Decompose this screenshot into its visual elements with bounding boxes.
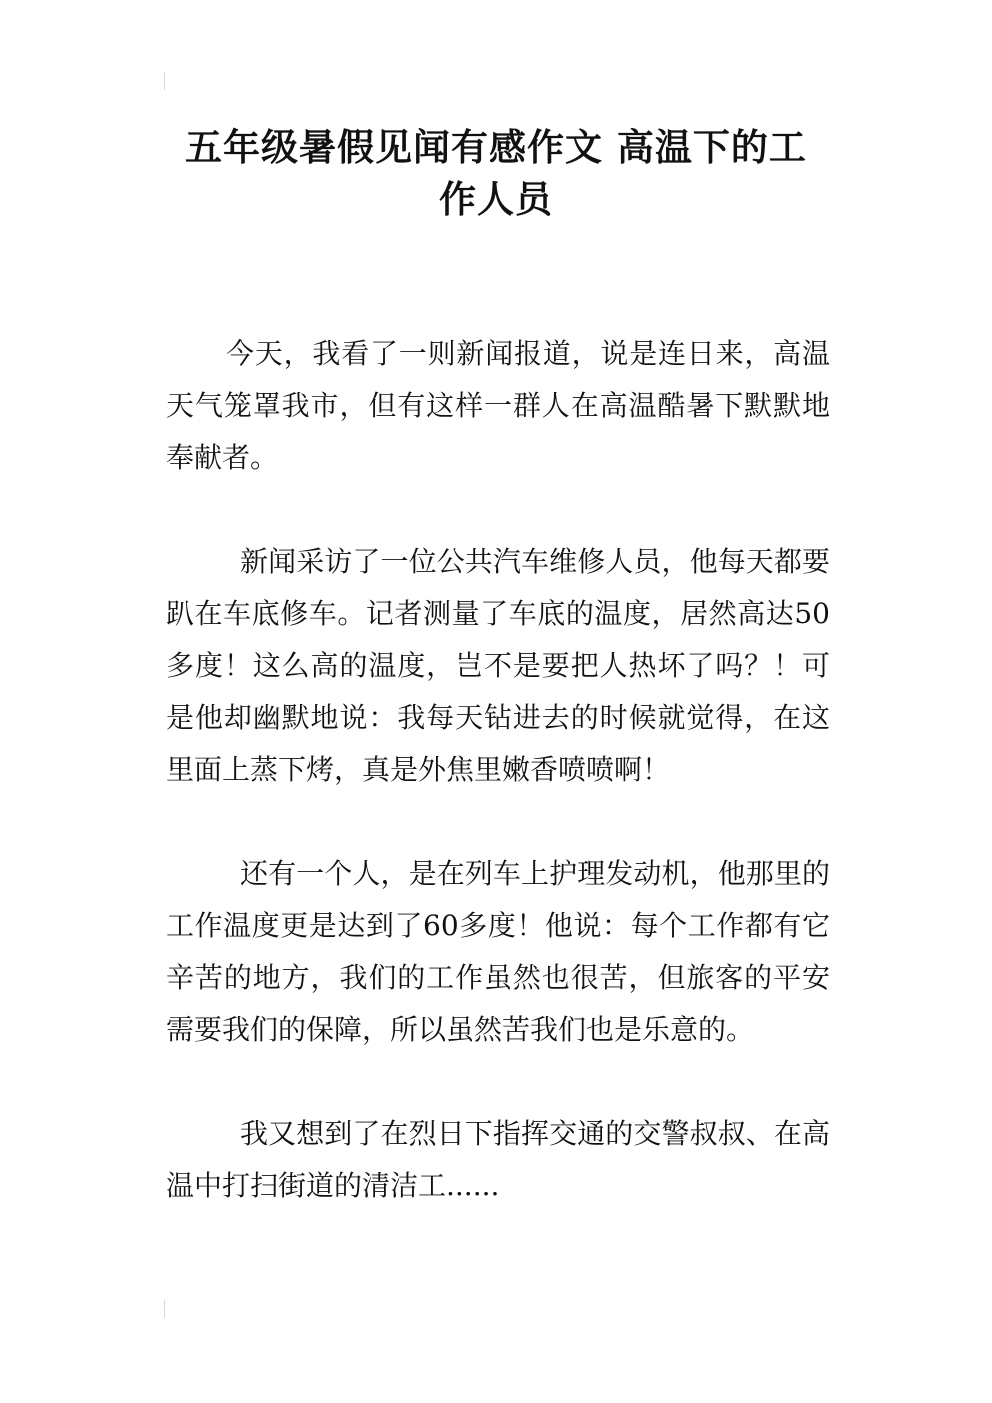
document-title (150, 122, 842, 226)
title-line-2: 作人员 (439, 178, 553, 221)
paragraph-2: 新闻采访了一位公共汽车维修人员，他每天都要趴在车底修车。记者测量了车底的温度，居然高达50多度！这么高的温度，岂不是要把人热坏了吗？！可是他却幽默地说：我每天钻进去的时候就觉得，在这里面上蒸下烤，真是外焦里嫩香喷喷啊！ (166, 545, 830, 786)
page-corner-mark-bottom (164, 1300, 165, 1318)
document-body (166, 328, 830, 1264)
paragraph-1: 今天，我看了一则新闻报道，说是连日来，高温天气笼罩我市，但有这样一群人在高温酷暑下默默地奉献者。 (166, 337, 830, 474)
paragraph-4: 我又想到了在烈日下指挥交通的交警叔叔、在高温中打扫街道的清洁工...... (166, 1117, 830, 1202)
title-line-1: 五年级暑假见闻有感作文 高温下的工 (185, 126, 807, 169)
paragraph-3: 还有一个人，是在列车上护理发动机，他那里的工作温度更是达到了60多度！他说：每个工作都有它辛苦的地方，我们的工作虽然也很苦，但旅客的平安需要我们的保障，所以虽然苦我们也是乐意的。 (166, 857, 830, 1046)
page-corner-mark-top (164, 72, 165, 90)
